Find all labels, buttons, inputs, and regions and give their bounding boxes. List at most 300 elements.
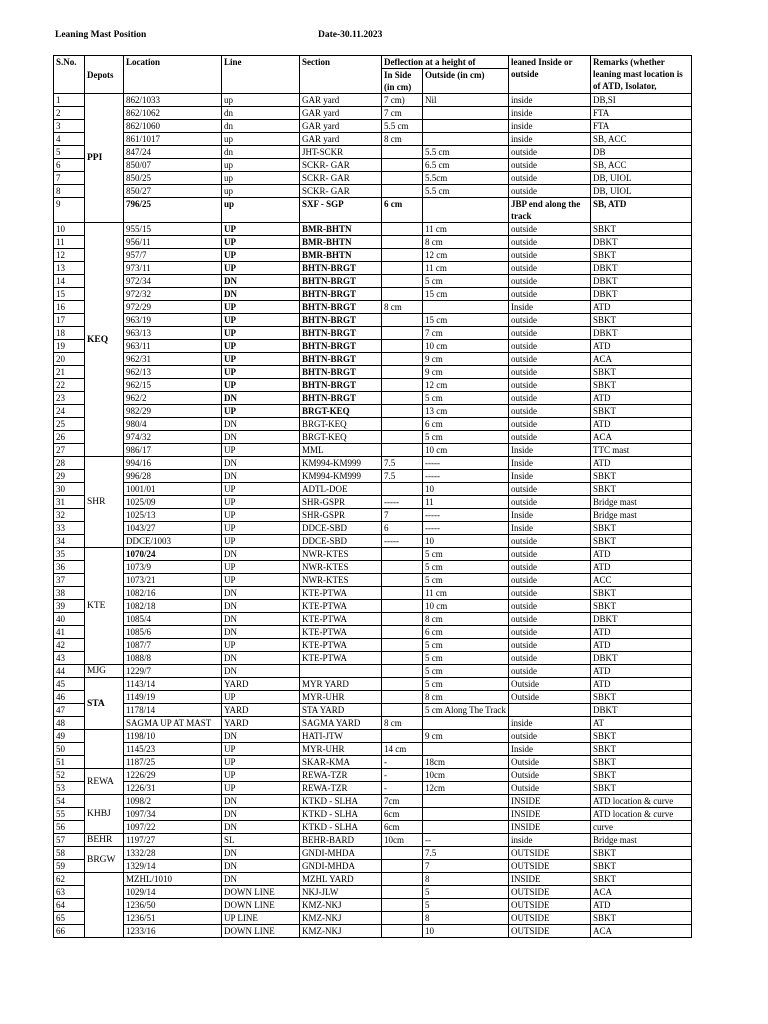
cell-inside — [382, 223, 423, 236]
cell-leaned: Outside — [509, 756, 591, 769]
table-row — [54, 301, 692, 314]
cell-line: DN — [222, 821, 300, 834]
table-row — [54, 444, 692, 457]
cell-outside: 13 cm — [423, 405, 509, 418]
cell-outside: 8 — [423, 873, 509, 886]
cell-section: DDCE-SBD — [300, 535, 382, 548]
cell-section: NWR-KTES — [300, 561, 382, 574]
table-row — [54, 172, 692, 185]
cell-inside — [382, 886, 423, 899]
cell-remarks: SB, ACC — [591, 133, 692, 146]
cell-location: 972/29 — [124, 301, 222, 314]
cell-sno: 48 — [54, 717, 85, 730]
cell-line: DOWN LINE — [222, 899, 300, 912]
cell-remarks: ATD — [591, 639, 692, 652]
cell-line: dn — [222, 120, 300, 133]
cell-remarks: SBKT — [591, 691, 692, 704]
table-row — [54, 314, 692, 327]
cell-line: UP LINE — [222, 912, 300, 925]
cell-sno: 9 — [54, 198, 85, 223]
cell-outside: -- — [423, 834, 509, 847]
table-row — [54, 535, 692, 548]
cell-section: REWA-TZR — [300, 782, 382, 795]
cell-inside — [382, 172, 423, 185]
table-row — [54, 379, 692, 392]
cell-location: 850/07 — [124, 159, 222, 172]
cell-sno: 57 — [54, 834, 85, 847]
cell-line: DN — [222, 873, 300, 886]
cell-sno: 15 — [54, 288, 85, 301]
cell-sno: 30 — [54, 483, 85, 496]
cell-inside — [382, 353, 423, 366]
cell-location: 1082/18 — [124, 600, 222, 613]
cell-remarks: ATD — [591, 548, 692, 561]
table-row — [54, 587, 692, 600]
cell-location: SAGMA UP AT MAST — [124, 717, 222, 730]
table-row — [54, 886, 692, 899]
cell-location: 972/32 — [124, 288, 222, 301]
cell-sno: 59 — [54, 860, 85, 873]
cell-sno: 22 — [54, 379, 85, 392]
cell-remarks: DB,SI — [591, 94, 692, 107]
cell-remarks: SB, ATD — [591, 198, 692, 223]
cell-sno: 19 — [54, 340, 85, 353]
cell-section: KTE-PTWA — [300, 652, 382, 665]
cell-section: SCKR- GAR — [300, 172, 382, 185]
cell-outside: 7 — [423, 860, 509, 873]
cell-section: REWA-TZR — [300, 769, 382, 782]
cell-remarks: Bridge mast — [591, 834, 692, 847]
cell-outside: 12 cm — [423, 249, 509, 262]
cell-outside: ----- — [423, 457, 509, 470]
cell-leaned: inside — [509, 107, 591, 120]
cell-line: DN — [222, 652, 300, 665]
table-row — [54, 704, 692, 717]
cell-section: BHTN-BRGT — [300, 366, 382, 379]
table-row — [54, 548, 692, 561]
cell-remarks: ATD location & curve — [591, 808, 692, 821]
cell-leaned: outside — [509, 249, 591, 262]
header-depots: Depots — [85, 56, 124, 94]
cell-section: KM994-KM999 — [300, 457, 382, 470]
table-row — [54, 834, 692, 847]
cell-inside — [382, 405, 423, 418]
cell-location: 1233/16 — [124, 925, 222, 938]
cell-outside — [423, 133, 509, 146]
cell-inside: 6cm — [382, 808, 423, 821]
cell-inside: 8 cm — [382, 133, 423, 146]
table-row — [54, 405, 692, 418]
cell-remarks: SBKT — [591, 470, 692, 483]
cell-location: 955/15 — [124, 223, 222, 236]
cell-leaned: Inside — [509, 301, 591, 314]
cell-inside — [382, 483, 423, 496]
table-row — [54, 146, 692, 159]
cell-inside — [382, 262, 423, 275]
cell-leaned: outside — [509, 548, 591, 561]
cell-outside: ----- — [423, 509, 509, 522]
cell-section: SXF - SGP — [300, 198, 382, 223]
cell-location: 1145/23 — [124, 743, 222, 756]
depot-cell: MJG — [85, 665, 124, 678]
cell-location: 1070/24 — [124, 548, 222, 561]
cell-leaned: outside — [509, 535, 591, 548]
cell-sno: 26 — [54, 431, 85, 444]
cell-leaned: OUTSIDE — [509, 886, 591, 899]
cell-location: 986/17 — [124, 444, 222, 457]
cell-leaned: outside — [509, 275, 591, 288]
header-sno: S.No. — [54, 56, 85, 94]
table-row — [54, 795, 692, 808]
cell-line: DN — [222, 808, 300, 821]
table-row — [54, 665, 692, 678]
cell-leaned: outside — [509, 392, 591, 405]
cell-inside — [382, 288, 423, 301]
header-location: Location — [124, 56, 222, 94]
cell-line: UP — [222, 236, 300, 249]
cell-outside: 5 cm — [423, 652, 509, 665]
cell-inside: 6cm — [382, 821, 423, 834]
cell-sno: 5 — [54, 146, 85, 159]
cell-line: dn — [222, 107, 300, 120]
cell-line: UP — [222, 327, 300, 340]
cell-inside — [382, 561, 423, 574]
cell-outside: 12 cm — [423, 379, 509, 392]
cell-remarks: SBKT — [591, 847, 692, 860]
header-inside: In Side (in cm) — [382, 69, 423, 94]
cell-sno: 53 — [54, 782, 85, 795]
table-row — [54, 860, 692, 873]
cell-outside: 6 cm — [423, 626, 509, 639]
table-row — [54, 639, 692, 652]
cell-location: 862/1062 — [124, 107, 222, 120]
cell-remarks: SBKT — [591, 535, 692, 548]
cell-leaned: outside — [509, 185, 591, 198]
table-row — [54, 574, 692, 587]
cell-remarks: SBKT — [591, 873, 692, 886]
cell-section: BHTN-BRGT — [300, 340, 382, 353]
cell-line: UP — [222, 756, 300, 769]
cell-section: BRGT-KEQ — [300, 418, 382, 431]
cell-remarks: ATD — [591, 392, 692, 405]
header-line: Line — [222, 56, 300, 94]
cell-leaned: inside — [509, 133, 591, 146]
cell-location: 850/25 — [124, 172, 222, 185]
cell-inside — [382, 444, 423, 457]
cell-line: UP — [222, 639, 300, 652]
leaning-mast-table — [53, 55, 692, 938]
cell-sno: 3 — [54, 120, 85, 133]
cell-section: GNDI-MHDA — [300, 860, 382, 873]
cell-inside — [382, 860, 423, 873]
cell-location: DDCE/1003 — [124, 535, 222, 548]
cell-line: UP — [222, 366, 300, 379]
cell-outside: 5 cm — [423, 431, 509, 444]
table-row — [54, 418, 692, 431]
cell-outside: 18cm — [423, 756, 509, 769]
cell-remarks: SBKT — [591, 587, 692, 600]
cell-location: 1082/16 — [124, 587, 222, 600]
cell-sno: 14 — [54, 275, 85, 288]
cell-location: 850/27 — [124, 185, 222, 198]
cell-location: 962/15 — [124, 379, 222, 392]
cell-section: BHTN-BRGT — [300, 327, 382, 340]
cell-location: 994/16 — [124, 457, 222, 470]
cell-sno: 36 — [54, 561, 85, 574]
cell-outside — [423, 120, 509, 133]
cell-leaned: outside — [509, 340, 591, 353]
cell-sno: 52 — [54, 769, 85, 782]
cell-line: DN — [222, 626, 300, 639]
cell-inside — [382, 431, 423, 444]
table-row — [54, 262, 692, 275]
cell-leaned — [509, 704, 591, 717]
depot-cell: KHBJ — [85, 795, 124, 834]
cell-inside — [382, 691, 423, 704]
cell-location: 1073/21 — [124, 574, 222, 587]
document-date: Date-30.11.2023 — [318, 30, 383, 40]
cell-section: KTE-PTWA — [300, 626, 382, 639]
cell-leaned: Outside — [509, 769, 591, 782]
cell-remarks: DB — [591, 146, 692, 159]
cell-leaned: OUTSIDE — [509, 899, 591, 912]
cell-sno: 27 — [54, 444, 85, 457]
cell-sno: 54 — [54, 795, 85, 808]
cell-remarks: SBKT — [591, 366, 692, 379]
cell-inside: 6 — [382, 522, 423, 535]
cell-section: KTE-PTWA — [300, 613, 382, 626]
cell-inside — [382, 146, 423, 159]
depot-cell: BRGW — [85, 847, 124, 873]
cell-sno: 1 — [54, 94, 85, 107]
cell-leaned: inside — [509, 120, 591, 133]
table-row — [54, 821, 692, 834]
cell-line: UP — [222, 574, 300, 587]
cell-sno: 12 — [54, 249, 85, 262]
cell-sno: 31 — [54, 496, 85, 509]
cell-line: UP — [222, 444, 300, 457]
cell-leaned: outside — [509, 405, 591, 418]
cell-remarks: ATD — [591, 678, 692, 691]
cell-remarks: ACA — [591, 353, 692, 366]
cell-line: UP — [222, 223, 300, 236]
cell-location: 1088/8 — [124, 652, 222, 665]
cell-leaned: inside — [509, 834, 591, 847]
cell-remarks: Bridge mast — [591, 509, 692, 522]
cell-section: BHTN-BRGT — [300, 314, 382, 327]
cell-remarks: ATD — [591, 418, 692, 431]
cell-section: BHTN-BRGT — [300, 275, 382, 288]
cell-inside: ----- — [382, 496, 423, 509]
cell-inside — [382, 730, 423, 743]
cell-remarks: SBKT — [591, 522, 692, 535]
cell-inside — [382, 159, 423, 172]
cell-inside: 5.5 cm — [382, 120, 423, 133]
cell-inside — [382, 236, 423, 249]
cell-outside: 5 cm — [423, 548, 509, 561]
cell-sno: 65 — [54, 912, 85, 925]
cell-leaned: JBP end along the track — [509, 198, 591, 223]
cell-sno: 34 — [54, 535, 85, 548]
table-row — [54, 652, 692, 665]
cell-leaned: Inside — [509, 457, 591, 470]
cell-sno: 2 — [54, 107, 85, 120]
cell-outside: 5 cm — [423, 392, 509, 405]
table-row — [54, 288, 692, 301]
cell-line: DN — [222, 730, 300, 743]
cell-line: YARD — [222, 704, 300, 717]
cell-leaned: Inside — [509, 444, 591, 457]
cell-sno: 20 — [54, 353, 85, 366]
cell-leaned: outside — [509, 262, 591, 275]
cell-inside: 8 cm — [382, 717, 423, 730]
table-body — [54, 94, 692, 938]
cell-section: GAR yard — [300, 133, 382, 146]
cell-remarks: DB, UIOL — [591, 172, 692, 185]
cell-inside: 7 — [382, 509, 423, 522]
cell-location: 1187/25 — [124, 756, 222, 769]
cell-inside: 7.5 — [382, 470, 423, 483]
cell-remarks: SBKT — [591, 223, 692, 236]
cell-inside: 7 cm) — [382, 94, 423, 107]
cell-line: UP — [222, 314, 300, 327]
cell-sno: 56 — [54, 821, 85, 834]
cell-outside: 5 cm — [423, 639, 509, 652]
cell-section: SHR-GSPR — [300, 496, 382, 509]
cell-sno: 45 — [54, 678, 85, 691]
cell-location: 1229/7 — [124, 665, 222, 678]
cell-remarks: ATD — [591, 457, 692, 470]
cell-inside — [382, 899, 423, 912]
cell-inside: 7cm — [382, 795, 423, 808]
cell-remarks: ATD location & curve — [591, 795, 692, 808]
cell-sno: 4 — [54, 133, 85, 146]
cell-location: 980/4 — [124, 418, 222, 431]
cell-leaned: Inside — [509, 743, 591, 756]
table-row — [54, 366, 692, 379]
cell-line: UP — [222, 691, 300, 704]
cell-leaned: Outside — [509, 782, 591, 795]
cell-location: 957/7 — [124, 249, 222, 262]
cell-location: 962/31 — [124, 353, 222, 366]
cell-line: UP — [222, 301, 300, 314]
cell-section: SCKR- GAR — [300, 185, 382, 198]
table-row — [54, 808, 692, 821]
cell-location: 1097/22 — [124, 821, 222, 834]
cell-location: 1236/50 — [124, 899, 222, 912]
table-row — [54, 223, 692, 236]
cell-sno: 10 — [54, 223, 85, 236]
cell-outside — [423, 808, 509, 821]
cell-sno: 13 — [54, 262, 85, 275]
table-row — [54, 522, 692, 535]
table-row — [54, 249, 692, 262]
cell-inside — [382, 600, 423, 613]
cell-outside — [423, 821, 509, 834]
cell-line: SL — [222, 834, 300, 847]
cell-inside — [382, 314, 423, 327]
cell-line: DN — [222, 860, 300, 873]
cell-outside: ----- — [423, 522, 509, 535]
cell-remarks: SBKT — [591, 730, 692, 743]
cell-section: BHTN-BRGT — [300, 288, 382, 301]
cell-section: JHT-SCKR — [300, 146, 382, 159]
cell-outside: 6 cm — [423, 418, 509, 431]
cell-location: 1087/7 — [124, 639, 222, 652]
cell-section: NWR-KTES — [300, 574, 382, 587]
table-row — [54, 678, 692, 691]
cell-leaned: INSIDE — [509, 873, 591, 886]
table-row — [54, 847, 692, 860]
cell-outside: 5.5 cm — [423, 146, 509, 159]
cell-location: 1085/4 — [124, 613, 222, 626]
cell-location: 1143/14 — [124, 678, 222, 691]
cell-section: BHTN-BRGT — [300, 392, 382, 405]
cell-remarks: TTC mast — [591, 444, 692, 457]
table-row — [54, 756, 692, 769]
cell-section: BHTN-BRGT — [300, 379, 382, 392]
cell-inside — [382, 418, 423, 431]
cell-line: DN — [222, 847, 300, 860]
cell-outside: 5 — [423, 886, 509, 899]
cell-line: up — [222, 172, 300, 185]
cell-outside: 10 — [423, 535, 509, 548]
cell-sno: 42 — [54, 639, 85, 652]
cell-sno: 28 — [54, 457, 85, 470]
cell-location: 1043/27 — [124, 522, 222, 535]
cell-location: 1073/9 — [124, 561, 222, 574]
cell-sno: 39 — [54, 600, 85, 613]
cell-outside: 5 cm — [423, 665, 509, 678]
cell-section: BHTN-BRGT — [300, 262, 382, 275]
cell-sno: 16 — [54, 301, 85, 314]
cell-inside — [382, 925, 423, 938]
cell-sno: 25 — [54, 418, 85, 431]
cell-section: KTKD - SLHA — [300, 821, 382, 834]
cell-section: BRGT-KEQ — [300, 405, 382, 418]
cell-remarks: ACA — [591, 925, 692, 938]
cell-location: 1332/28 — [124, 847, 222, 860]
table-row — [54, 782, 692, 795]
cell-sno: 46 — [54, 691, 85, 704]
cell-sno: 21 — [54, 366, 85, 379]
table-row — [54, 925, 692, 938]
cell-section: GNDI-MHDA — [300, 847, 382, 860]
cell-outside: 11 — [423, 496, 509, 509]
cell-line: DN — [222, 548, 300, 561]
cell-leaned: outside — [509, 159, 591, 172]
cell-section: BMR-BHTN — [300, 249, 382, 262]
cell-remarks: SBKT — [591, 405, 692, 418]
table-row — [54, 107, 692, 120]
cell-line: UP — [222, 509, 300, 522]
cell-location: 1198/10 — [124, 730, 222, 743]
cell-leaned: OUTSIDE — [509, 847, 591, 860]
cell-leaned: OUTSIDE — [509, 912, 591, 925]
depot-cell — [85, 873, 124, 938]
table-row — [54, 561, 692, 574]
cell-leaned: Inside — [509, 470, 591, 483]
cell-section: MYR-UHR — [300, 743, 382, 756]
cell-location: 847/24 — [124, 146, 222, 159]
cell-inside — [382, 587, 423, 600]
cell-outside: 15 cm — [423, 288, 509, 301]
cell-leaned: Inside — [509, 509, 591, 522]
cell-location: 962/13 — [124, 366, 222, 379]
cell-outside: 11 cm — [423, 262, 509, 275]
cell-sno: 63 — [54, 886, 85, 899]
header-deflection: Deflection at a height of — [382, 56, 509, 69]
